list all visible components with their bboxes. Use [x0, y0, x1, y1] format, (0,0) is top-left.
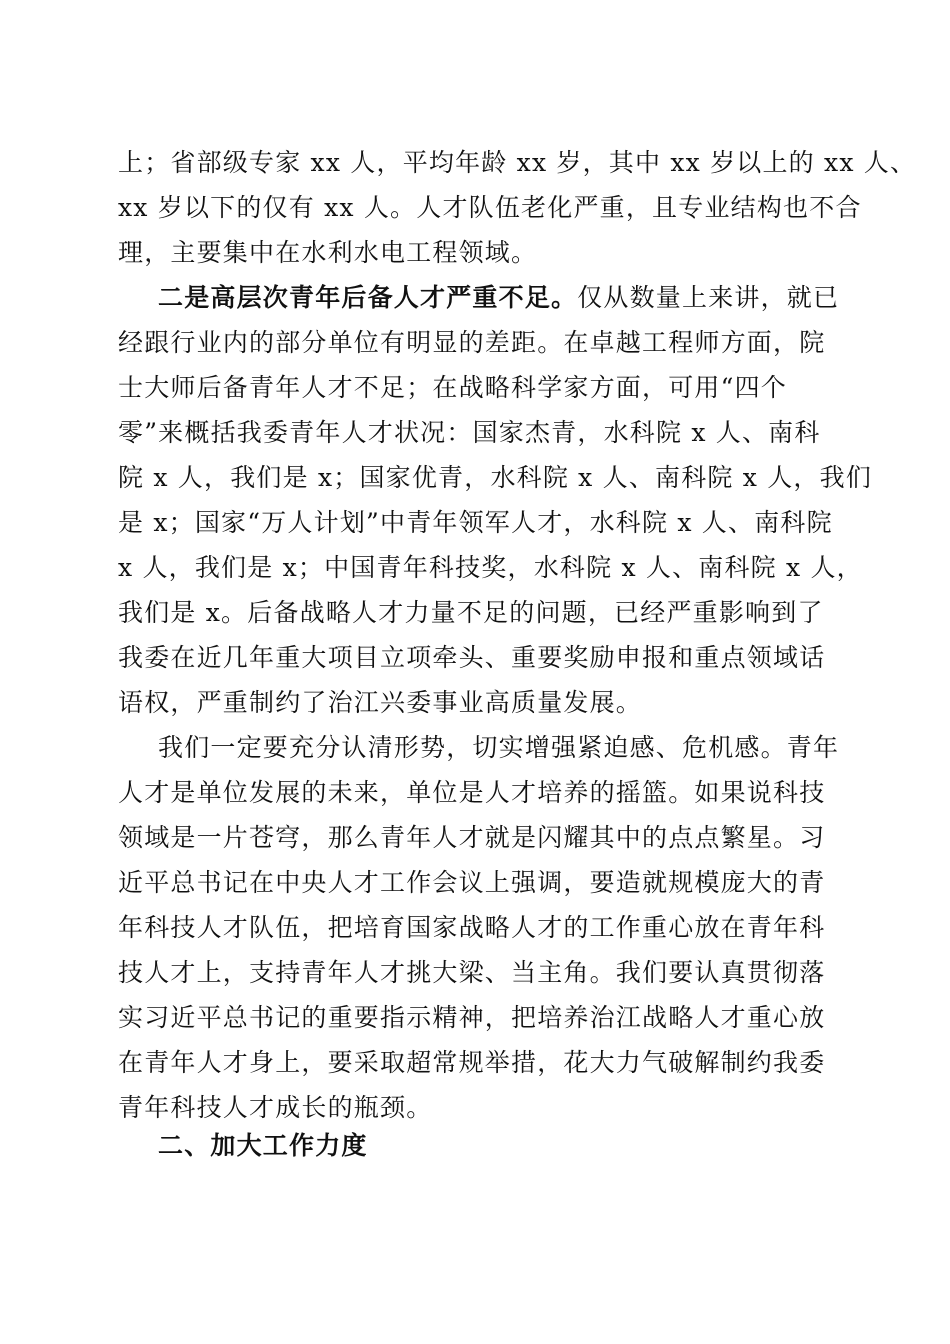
- text-line: 经跟行业内的部分单位有明显的差距。在卓越工程师方面，院: [118, 328, 826, 357]
- text-line: 院 x 人，我们是 x；国家优青，水科院 x 人、南科院 x 人，我们: [118, 463, 873, 492]
- text-line: 语权，严重制约了治江兴委事业高质量发展。: [118, 688, 643, 717]
- text-line: 技人才上，支持青年人才挑大梁、当主角。我们要认真贯彻落: [118, 958, 826, 987]
- text-line: 我委在近几年重大项目立项牵头、重要奖励申报和重点领域话: [118, 643, 826, 672]
- text-line: 我们是 x。后备战略人才力量不足的问题，已经严重影响到了: [118, 598, 824, 627]
- text-line: 人才是单位发展的未来，单位是人才培养的摇篮。如果说科技: [118, 778, 826, 807]
- paragraph-start-line: [158, 283, 839, 313]
- text-line: 上；省部级专家 xx 人，平均年龄 xx 岁，其中 xx 岁以上的 xx 人、: [118, 148, 917, 177]
- text-line: 零”来概括我委青年人才状况：国家杰青，水科院 x 人、南科: [118, 418, 821, 447]
- text-line: 青年科技人才成长的瓶颈。: [118, 1093, 433, 1122]
- text-line: 在青年人才身上，要采取超常规举措，花大力气破解制约我委: [118, 1048, 826, 1077]
- text-line: 年科技人才队伍，把培育国家战略人才的工作重心放在青年科: [118, 913, 826, 942]
- paragraph-start-line: 我们一定要充分认清形势，切实增强紧迫感、危机感。青年: [158, 733, 840, 762]
- text-line: 实习近平总书记的重要指示精神，把培养治江战略人才重心放: [118, 1003, 826, 1032]
- text-line: 是 x；国家“万人计划”中青年领军人才，水科院 x 人、南科院: [118, 508, 833, 537]
- text-line: 领域是一片苍穹，那么青年人才就是闪耀其中的点点繁星。习: [118, 823, 826, 852]
- text-line: 理，主要集中在水利水电工程领域。: [118, 238, 538, 267]
- text-line: 近平总书记在中央人才工作会议上强调，要造就规模庞大的青: [118, 868, 826, 897]
- text-line: x 人，我们是 x；中国青年科技奖，水科院 x 人、南科院 x 人，: [118, 553, 863, 582]
- paragraph-lead-bold: 二是高层次青年后备人才严重不足。: [158, 283, 578, 312]
- paragraph-lead-rest: 仅从数量上来讲，就已: [577, 283, 840, 312]
- text-line: xx 岁以下的仅有 xx 人。人才队伍老化严重，且专业结构也不合: [118, 193, 862, 222]
- text-line: 士大师后备青年人才不足；在战略科学家方面，可用“四个: [118, 373, 787, 402]
- section-heading: 二、加大工作力度: [158, 1131, 368, 1160]
